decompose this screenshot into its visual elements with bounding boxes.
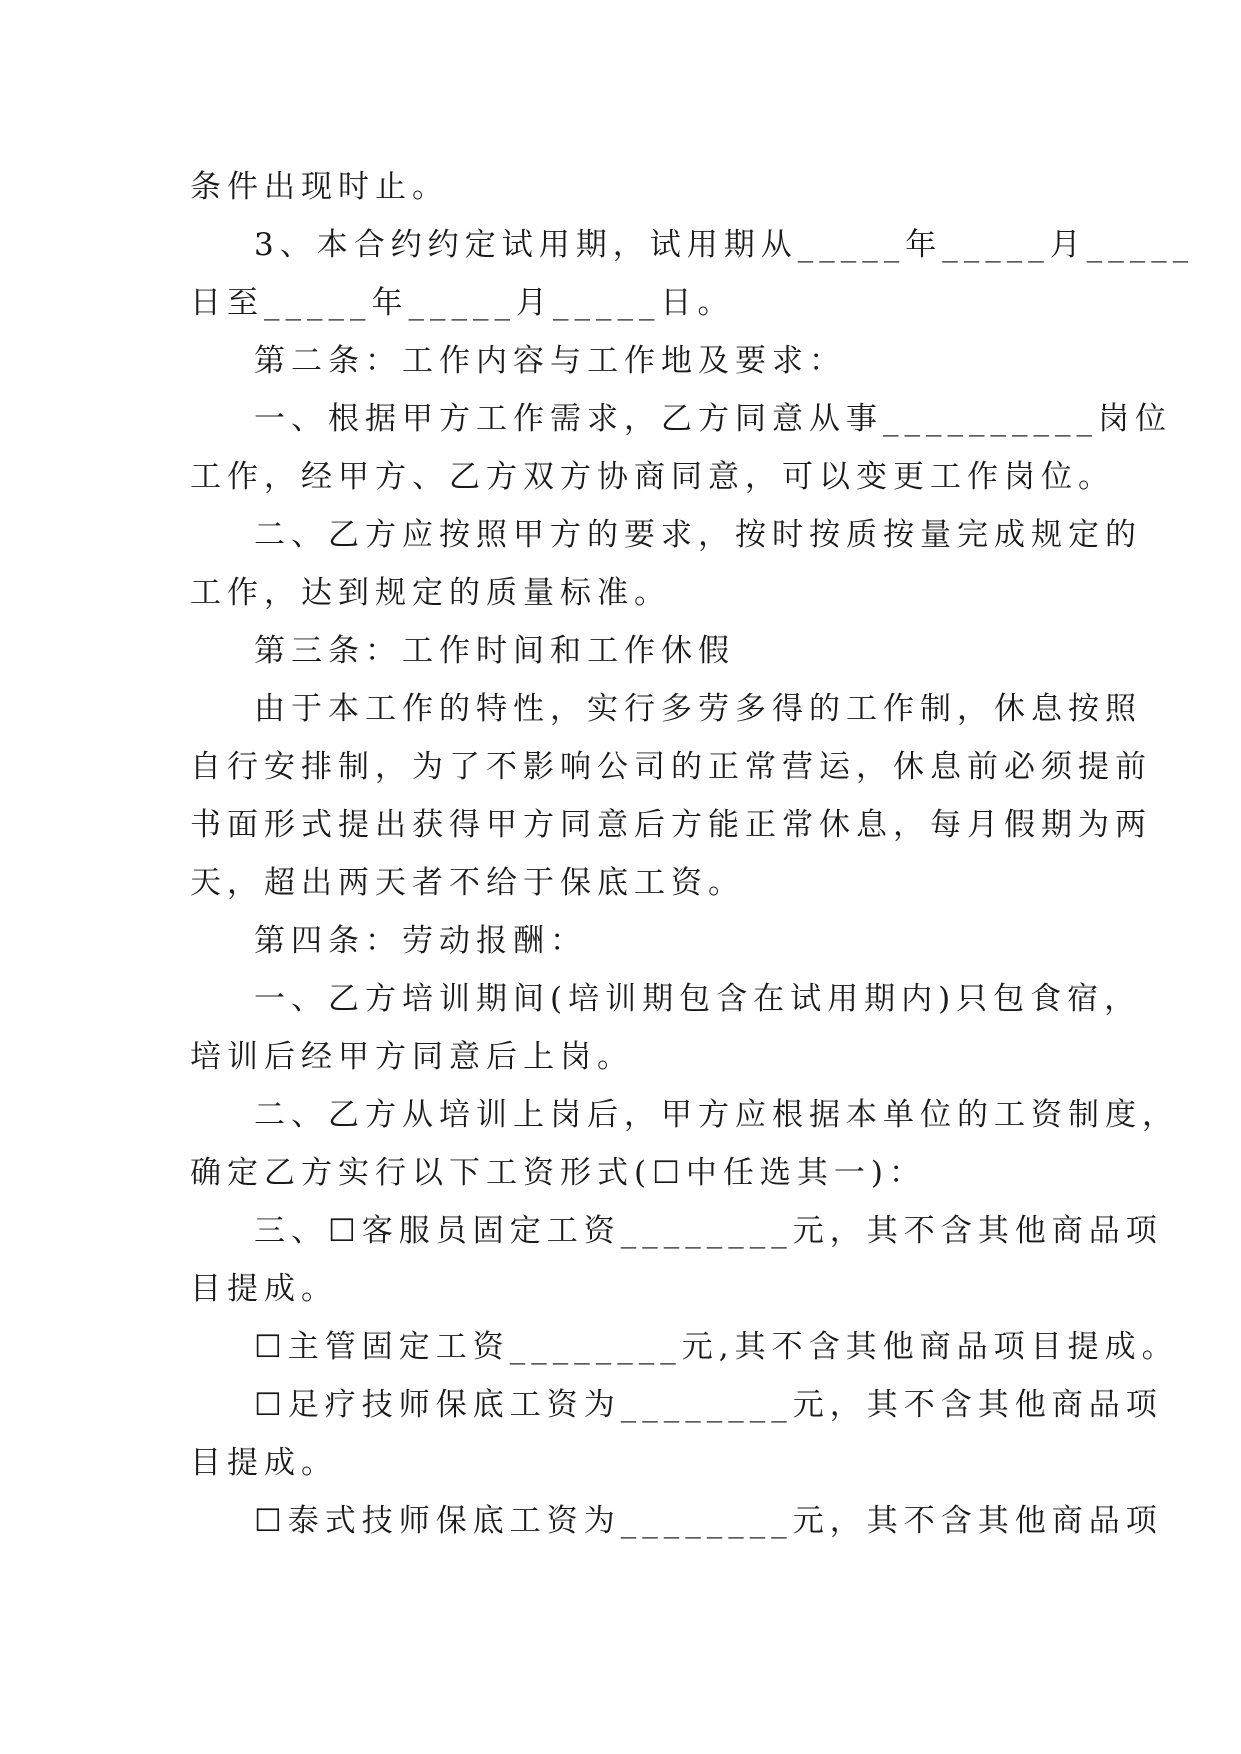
text-line: 由于本工作的特性，实行多劳多得的工作制，休息按照 [254,691,1142,727]
section-heading: 第二条：工作内容与工作地及要求： [254,343,846,379]
text-line: 二、乙方从培训上岗后，甲方应根据本单位的工资制度， [254,1097,1179,1133]
text-line: 3、本合约约定试用期，试用期从_____年_____月_____ [254,227,1195,263]
section-heading: 第三条：工作时间和工作休假 [254,633,735,669]
text-line: 目提成。 [190,1271,338,1307]
text-line: 工作，达到规定的质量标准。 [190,575,671,611]
text-line: 一、乙方培训期间(培训期包含在试用期内)只包食宿， [254,981,1142,1017]
text-line: 天，超出两天者不给于保底工资。 [190,865,745,901]
text-line: ☐主管固定工资________元,其不含其他商品项目提成。 [254,1329,1179,1365]
text-line: ☐足疗技师保底工资为________元，其不含其他商品项 [254,1387,1163,1423]
text-line: 确定乙方实行以下工资形式(☐中任选其一)： [190,1155,926,1191]
text-line: 目提成。 [190,1445,338,1481]
contract-text [190,158,1195,1550]
text-line: 工作，经甲方、乙方双方协商同意，可以变更工作岗位。 [190,459,1115,495]
text-line: 培训后经甲方同意后上岗。 [190,1039,634,1075]
text-line: 日至_____年_____月_____日。 [190,285,735,321]
text-line: 条件出现时止。 [190,169,449,205]
text-line: 自行安排制，为了不影响公司的正常营运，休息前必须提前 [190,749,1152,785]
section-heading: 第四条：劳动报酬： [254,923,587,959]
text-line: 三、☐客服员固定工资________元，其不含其他商品项 [254,1213,1163,1249]
text-line: 二、乙方应按照甲方的要求，按时按质按量完成规定的 [254,517,1142,553]
text-line: 一、根据甲方工作需求，乙方同意从事__________岗位 [254,401,1172,437]
text-line: 书面形式提出获得甲方同意后方能正常休息，每月假期为两 [190,807,1152,843]
text-line: ☐泰式技师保底工资为________元，其不含其他商品项 [254,1503,1163,1539]
